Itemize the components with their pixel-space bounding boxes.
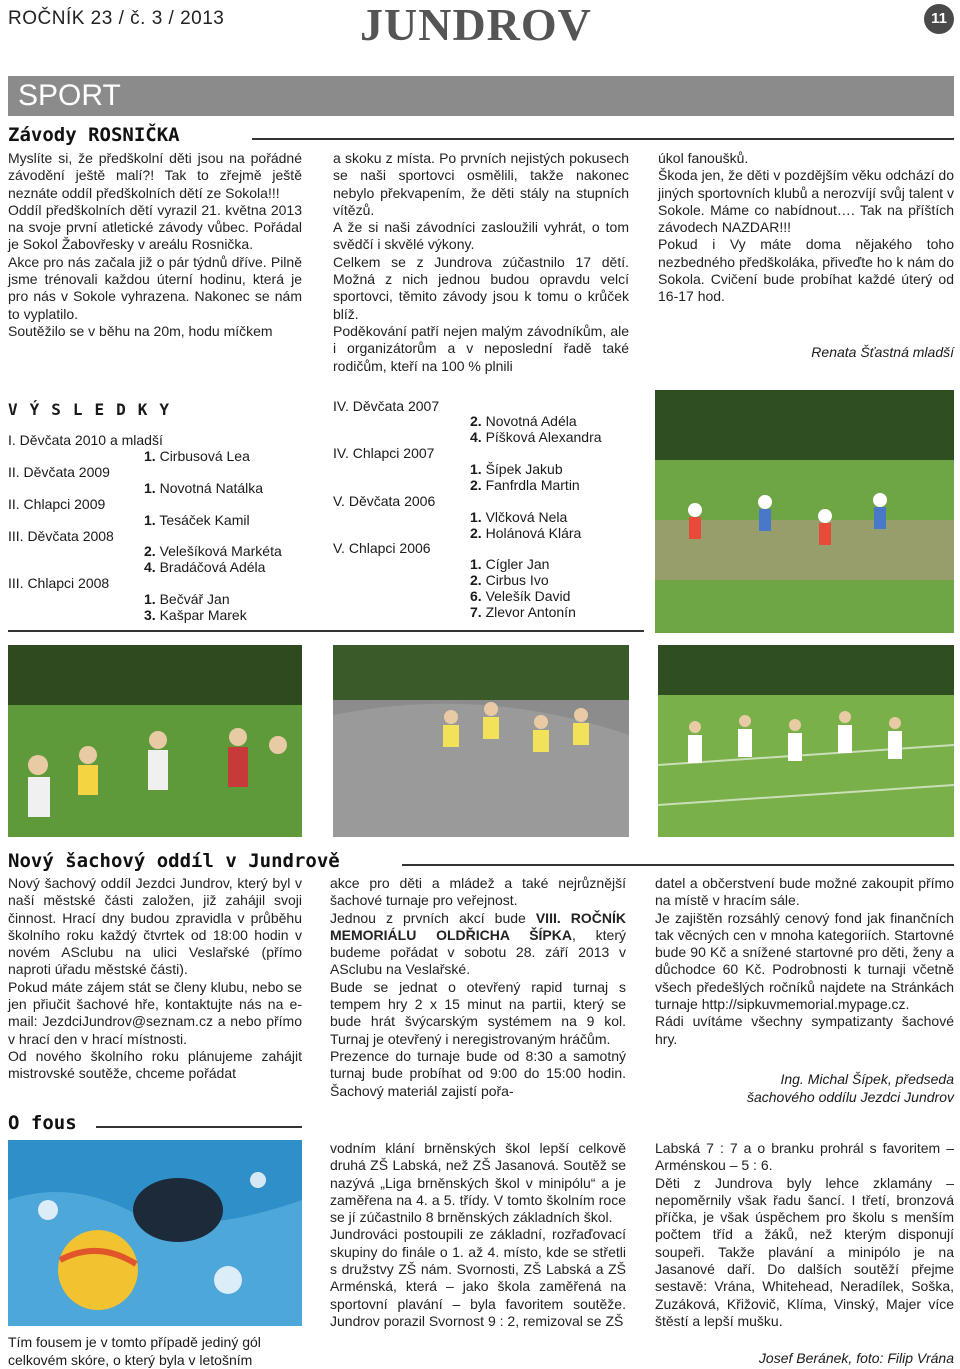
article3-signature: Josef Beránek, foto: Filip Vrána [758, 1350, 954, 1366]
masthead-logo: JUNDROV [360, 0, 592, 50]
result-entry: 1. Šípek Jakub [470, 461, 563, 477]
headline-rule [96, 1126, 302, 1128]
article1-col3: úkol fanoušků. Škoda jen, že děti v pozdějším věku odchází do jiných sportovních klubů a nerozvíjí svůj talent v Sokole. Máme co nabídnout…. Tak na příštích závodech NAZDAR!!! Pokud i Vy máte doma nějakého toho nezbedného předškoláka, přiveďte ho k nám do Sokola. Cvičení bude probíhat každé úterý od 16-17 hod. [658, 150, 954, 305]
result-entry: 2. Novotná Adéla [470, 413, 577, 429]
photo-sprint-start [658, 645, 954, 837]
result-category: V. Děvčata 2006 [333, 493, 436, 509]
result-entry: 1. Novotná Natálka [144, 480, 264, 496]
result-category: IV. Chlapci 2007 [333, 445, 435, 461]
result-category: II. Děvčata 2009 [8, 464, 110, 480]
result-category: II. Chlapci 2009 [8, 496, 106, 512]
article1-headline: Závody ROSNIČKA [8, 124, 180, 146]
headline-rule [402, 864, 954, 866]
photo-children-field [655, 390, 954, 633]
photo-crowd-grass [8, 645, 302, 837]
results-title: VÝSLEDKY [8, 400, 182, 419]
results-bottom-rule [8, 630, 644, 632]
article3-headline: O fous [8, 1112, 77, 1134]
result-entry: 2. Cirbus Ivo [470, 572, 549, 588]
article2-signature: Ing. Michal Šípek, předseda šachového oddílu Jezdci Jundrov [746, 1071, 954, 1105]
result-entry: 1. Bečvář Jan [144, 591, 230, 607]
result-entry: 2. Holánová Klára [470, 525, 582, 541]
article1-col1: Myslíte si, že předškolní děti jsou na pořádné závodění ještě malí?! Tak to zřejmě ještě neznáte oddíl předškolních dětí ze Sokola!!! Oddíl předškolních dětí vyrazil 21. května 2013 na svoje první atletické závody vůbec. Pořádal je Sokol Žabovřesky v areálu Rosnička. Akce pro nás začala již o pár týdnů dříve. Pilně jsme trénovali každou úterní hodinu, která je pro nás v Sokole vyhrazena. Nakonec se nám to vyplatilo. Soutěžilo se v běhu na 20m, hodu míčkem [8, 150, 302, 339]
headline-rule [252, 138, 954, 140]
photo-track-race [333, 645, 629, 837]
result-entry: 2. Fanfrdla Martin [470, 477, 580, 493]
result-entry: 3. Kašpar Marek [144, 607, 247, 623]
result-entry: 4. Píšková Alexandra [470, 429, 602, 445]
article2-col2: akce pro děti a mládež a také nejrůznější šachové turnaje pro veřejnost. Jednou z prvních akcí bude VIII. ROČNÍK MEMORIÁLU OLDŘICHA ŠÍPKA, který budeme pořádat v sobotu 28. září 2013 v ASclubu na Veslařské. Bude se jednat o otevřený rapid turnaj s tempem hry 2 x 15 minut na partii, který se bude hrát švýcarským systémem na 9 kol. Turnaj je otevřený i neregistrovaným hráčům. Prezence do turnaje bude od 8:30 a samotný turnaj bude probíhat od 9:00 do 15:00 hodin. Šachový materiál zajistí pořa- [330, 875, 626, 1099]
article2-headline: Nový šachový oddíl v Jundrově [8, 850, 340, 872]
article1-col2: a skoku z místa. Po prvních nejistých pokusech se naši sportovci osmělili, takže nakonec nebylo překvapením, že děti stály na stupních vítězů. A že si naši závodníci zasloužili vyhrát, o tom svědčí i skvělé výkony. Celkem se z Jundrova zúčastnilo 17 dětí. Možná z nich jednou budou opravdu velcí sportovci, těmito závody jsou k tomu o krůček blíž. Poděkování patří nejen malým závodníkům, ale i organizátorům a v neposlední řadě také rodičům, kteří na 100 % plnili [333, 150, 629, 374]
section-title: SPORT [8, 76, 954, 116]
article2-col3: datel a občerstvení bude možné zakoupit přímo na místě v hracím sále. Je zajištěn rozsáhlý cenový fond jak finančních tak věcných cen v mnoha kategoriích. Startovné bude 90 Kč a snížené startovné pro děti, ženy a důchodce 60 Kč. Podrobnosti k turnaji včetně všech předešlých ročníků najdete na Stránkách turnaje http://sipkuvmemorial.mypage.cz. Rádi uvítáme všechny sympatizanty šachové hry. [655, 875, 954, 1047]
article3-col2: vodním klání brněnských škol lepší celkově druhá ZŠ Labská, než ZŠ Jasanová. Soutěž se nazývá „Liga brněnských škol v minipólu“ a je zaměřena na 4. a 5. třídy. V tomto školním roce se jí zúčastnilo 8 brněnských základních škol. Jundrováci postoupili ze základní, rozřaďovací skupiny do finále o 1. až 4. místo, kde se střetli s družstvy ZŠ nám. Svornosti, ZŠ Labská a ZŠ Arménská, která – jako škola zaměřená na sportovní plavání – byla favoritem soutěže. Jundrov porazil Svornost 9 : 2, remizoval se ZŠ [330, 1140, 626, 1329]
result-entry: 1. Tesáček Kamil [144, 512, 250, 528]
result-entry: 2. Velešíková Markéta [144, 543, 282, 559]
result-entry: 6. Velešík David [470, 588, 571, 604]
result-category: III. Chlapci 2008 [8, 575, 110, 591]
photo-water-polo [8, 1140, 302, 1326]
result-category: III. Děvčata 2008 [8, 528, 114, 544]
article2-col1: Nový šachový oddíl Jezdci Jundrov, který byl v naší městské části založen, již zahájil svoji činnost. Hrací dny budou zpravidla v průběhu školního roku každý čtvrtek od 18:00 hodin v novém ASclubu na ulici Veslařské (přímo naproti úřadu městské části). Pokud máte zájem stát se členy klubu, nebo se jen přiučit šachové hře, kontaktujte nás na e-mail: JezdciJundrov@seznam.cz a nebo přímo v hrací den v hrací místnosti. Od nového školního roku plánujeme zahájit mistrovské soutěže, chceme pořádat [8, 875, 302, 1082]
issue-label: ROČNÍK 23 / č. 3 / 2013 [8, 8, 225, 29]
article1-signature: Renata Šťastná mladší [811, 344, 954, 360]
result-entry: 7. Zlevor Antonín [470, 604, 576, 620]
result-category: I. Děvčata 2010 a mladší [8, 432, 163, 448]
result-category: IV. Děvčata 2007 [333, 398, 440, 414]
result-entry: 1. Cígler Jan [470, 556, 550, 572]
result-entry: 1. Vlčková Nela [470, 509, 568, 525]
result-entry: 4. Bradáčová Adéla [144, 559, 266, 575]
result-category: V. Chlapci 2006 [333, 540, 431, 556]
photo-caption: Tím fousem je v tomto případě jediný gól celkovém skóre, o který byla v letošním [8, 1334, 261, 1368]
page-number: 11 [924, 4, 954, 34]
tournament-name: VIII. ROČNÍK MEMORIÁLU OLDŘICHA ŠÍPKA [330, 909, 626, 943]
article3-col3: Labská 7 : 7 a o branku prohrál s favoritem – Arménskou – 5 : 6. Děti z Jundrova byly lehce zklamány – nepoměrnily však řadu šancí. I třetí, bronzová příčka, je však úspěchem pro školu s menším počtem tříd a žáků, než kterým disponují soupeři. Takže plavání a minipólo je na Jasanové daří. Do dalších soutěží přejme sestavě: Vrána, Whitehead, Neradílek, Soška, Zuzáková, Křižovič, Klíma, Vinský, Majer více štěstí a lepší mušku. [655, 1140, 954, 1329]
result-entry: 1. Cirbusová Lea [144, 448, 250, 464]
